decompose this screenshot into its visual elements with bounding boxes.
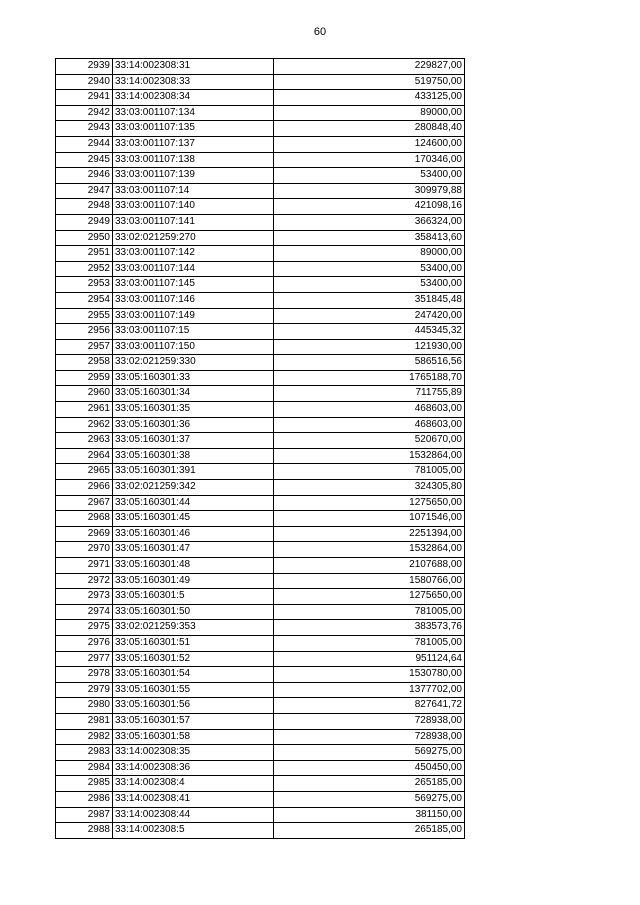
- row-number-cell: 2981: [56, 713, 113, 729]
- cadastral-number-cell: 33:05:160301:54: [113, 667, 274, 683]
- row-number-cell: 2961: [56, 402, 113, 418]
- value-cell: 1275650,00: [274, 495, 465, 511]
- value-cell: 569275,00: [274, 745, 465, 761]
- row-number-cell: 2974: [56, 604, 113, 620]
- cadastral-number-cell: 33:02:021259:342: [113, 480, 274, 496]
- table-row: [56, 542, 465, 558]
- cadastral-number-cell: 33:05:160301:37: [113, 433, 274, 449]
- row-number-cell: 2964: [56, 448, 113, 464]
- cadastral-number-cell: 33:03:001107:146: [113, 292, 274, 308]
- value-cell: 450450,00: [274, 760, 465, 776]
- cadastral-number-cell: 33:05:160301:34: [113, 386, 274, 402]
- cadastral-number-cell: 33:05:160301:48: [113, 558, 274, 574]
- cadastral-number-cell: 33:05:160301:47: [113, 542, 274, 558]
- value-cell: 781005,00: [274, 464, 465, 480]
- table-row: [56, 433, 465, 449]
- table-row: [56, 339, 465, 355]
- cadastral-number-cell: 33:03:001107:14: [113, 183, 274, 199]
- cadastral-number-cell: 33:05:160301:58: [113, 729, 274, 745]
- value-cell: 124600,00: [274, 136, 465, 152]
- row-number-cell: 2978: [56, 667, 113, 683]
- cadastral-number-cell: 33:02:021259:330: [113, 355, 274, 371]
- value-cell: 1071546,00: [274, 511, 465, 527]
- table-row: [56, 480, 465, 496]
- cadastral-number-cell: 33:14:002308:31: [113, 59, 274, 75]
- value-cell: 265185,00: [274, 776, 465, 792]
- table-row: [56, 292, 465, 308]
- row-number-cell: 2967: [56, 495, 113, 511]
- table-row: [56, 464, 465, 480]
- row-number-cell: 2947: [56, 183, 113, 199]
- row-number-cell: 2969: [56, 526, 113, 542]
- row-number-cell: 2943: [56, 121, 113, 137]
- value-cell: 247420,00: [274, 308, 465, 324]
- row-number-cell: 2965: [56, 464, 113, 480]
- page-number: 60: [313, 26, 327, 38]
- row-number-cell: 2966: [56, 480, 113, 496]
- table-row: [56, 152, 465, 168]
- row-number-cell: 2963: [56, 433, 113, 449]
- row-number-cell: 2984: [56, 760, 113, 776]
- row-number-cell: 2975: [56, 620, 113, 636]
- table-row: [56, 105, 465, 121]
- value-cell: 383573,76: [274, 620, 465, 636]
- cadastral-number-cell: 33:14:002308:36: [113, 760, 274, 776]
- row-number-cell: 2949: [56, 214, 113, 230]
- cadastral-number-cell: 33:02:021259:270: [113, 230, 274, 246]
- row-number-cell: 2951: [56, 246, 113, 262]
- table-row: [56, 121, 465, 137]
- row-number-cell: 2982: [56, 729, 113, 745]
- row-number-cell: 2980: [56, 698, 113, 714]
- row-number-cell: 2952: [56, 261, 113, 277]
- table-row: [56, 386, 465, 402]
- row-number-cell: 2941: [56, 90, 113, 106]
- value-cell: 951124,64: [274, 651, 465, 667]
- cadastral-number-cell: 33:05:160301:56: [113, 698, 274, 714]
- row-number-cell: 2950: [56, 230, 113, 246]
- cadastral-number-cell: 33:05:160301:35: [113, 402, 274, 418]
- row-number-cell: 2942: [56, 105, 113, 121]
- value-cell: 309979,88: [274, 183, 465, 199]
- table-row: [56, 776, 465, 792]
- cadastral-number-cell: 33:05:160301:5: [113, 589, 274, 605]
- value-cell: 519750,00: [274, 74, 465, 90]
- value-cell: 1377702,00: [274, 682, 465, 698]
- table-row: [56, 745, 465, 761]
- table-row: [56, 698, 465, 714]
- row-number-cell: 2957: [56, 339, 113, 355]
- value-cell: 728938,00: [274, 713, 465, 729]
- cadastral-number-cell: 33:05:160301:45: [113, 511, 274, 527]
- row-number-cell: 2940: [56, 74, 113, 90]
- value-cell: 358413,60: [274, 230, 465, 246]
- row-number-cell: 2960: [56, 386, 113, 402]
- table-row: [56, 526, 465, 542]
- value-cell: 2107688,00: [274, 558, 465, 574]
- value-cell: 569275,00: [274, 791, 465, 807]
- table-row: [56, 246, 465, 262]
- table-row: [56, 277, 465, 293]
- cadastral-number-cell: 33:03:001107:15: [113, 324, 274, 340]
- cadastral-number-cell: 33:05:160301:51: [113, 635, 274, 651]
- value-cell: 324305,80: [274, 480, 465, 496]
- table-row: [56, 651, 465, 667]
- value-cell: 1532864,00: [274, 542, 465, 558]
- value-cell: 445345,32: [274, 324, 465, 340]
- cadastral-number-cell: 33:05:160301:44: [113, 495, 274, 511]
- cadastral-number-cell: 33:05:160301:38: [113, 448, 274, 464]
- table-row: [56, 604, 465, 620]
- table-row: [56, 417, 465, 433]
- value-cell: 2251394,00: [274, 526, 465, 542]
- value-cell: 1275650,00: [274, 589, 465, 605]
- value-cell: 711755,89: [274, 386, 465, 402]
- row-number-cell: 2954: [56, 292, 113, 308]
- table-row: [56, 495, 465, 511]
- table-row: [56, 760, 465, 776]
- row-number-cell: 2968: [56, 511, 113, 527]
- value-cell: 1532864,00: [274, 448, 465, 464]
- value-cell: 53400,00: [274, 168, 465, 184]
- row-number-cell: 2970: [56, 542, 113, 558]
- table-row: [56, 558, 465, 574]
- row-number-cell: 2983: [56, 745, 113, 761]
- value-cell: 351845,48: [274, 292, 465, 308]
- cadastral-number-cell: 33:05:160301:391: [113, 464, 274, 480]
- cadastral-number-cell: 33:14:002308:33: [113, 74, 274, 90]
- row-number-cell: 2986: [56, 791, 113, 807]
- value-cell: 433125,00: [274, 90, 465, 106]
- table-row: [56, 74, 465, 90]
- table-row: [56, 308, 465, 324]
- cadastral-number-cell: 33:03:001107:149: [113, 308, 274, 324]
- table-row: [56, 59, 465, 75]
- table-row: [56, 370, 465, 386]
- cadastral-number-cell: 33:05:160301:50: [113, 604, 274, 620]
- cadastral-number-cell: 33:03:001107:150: [113, 339, 274, 355]
- value-cell: 1580766,00: [274, 573, 465, 589]
- table-row: [56, 214, 465, 230]
- value-cell: 265185,00: [274, 823, 465, 839]
- value-cell: 229827,00: [274, 59, 465, 75]
- table-row: [56, 168, 465, 184]
- table-row: [56, 573, 465, 589]
- value-cell: 53400,00: [274, 277, 465, 293]
- table-row: [56, 589, 465, 605]
- table-row: [56, 90, 465, 106]
- value-cell: 586516,56: [274, 355, 465, 371]
- table-row: [56, 713, 465, 729]
- value-cell: 1765188,70: [274, 370, 465, 386]
- value-cell: 827641,72: [274, 698, 465, 714]
- value-cell: 728938,00: [274, 729, 465, 745]
- row-number-cell: 2988: [56, 823, 113, 839]
- table-row: [56, 183, 465, 199]
- table-row: [56, 729, 465, 745]
- cadastral-number-cell: 33:05:160301:36: [113, 417, 274, 433]
- row-number-cell: 2958: [56, 355, 113, 371]
- cadastral-number-cell: 33:14:002308:44: [113, 807, 274, 823]
- value-cell: 781005,00: [274, 604, 465, 620]
- cadastral-number-cell: 33:03:001107:140: [113, 199, 274, 215]
- cadastral-number-cell: 33:02:021259:353: [113, 620, 274, 636]
- row-number-cell: 2953: [56, 277, 113, 293]
- value-cell: 89000,00: [274, 105, 465, 121]
- row-number-cell: 2985: [56, 776, 113, 792]
- row-number-cell: 2948: [56, 199, 113, 215]
- cadastral-number-cell: 33:14:002308:5: [113, 823, 274, 839]
- row-number-cell: 2977: [56, 651, 113, 667]
- table-row: [56, 682, 465, 698]
- table-row: [56, 823, 465, 839]
- cadastral-number-cell: 33:14:002308:35: [113, 745, 274, 761]
- value-cell: 89000,00: [274, 246, 465, 262]
- table-row: [56, 324, 465, 340]
- table-body: [56, 59, 465, 839]
- cadastral-number-cell: 33:14:002308:41: [113, 791, 274, 807]
- cadastral-number-cell: 33:03:001107:135: [113, 121, 274, 137]
- row-number-cell: 2939: [56, 59, 113, 75]
- value-cell: 468603,00: [274, 417, 465, 433]
- cadastral-value-table: [55, 58, 465, 839]
- value-cell: 121930,00: [274, 339, 465, 355]
- table-row: [56, 261, 465, 277]
- cadastral-number-cell: 33:03:001107:139: [113, 168, 274, 184]
- row-number-cell: 2956: [56, 324, 113, 340]
- cadastral-number-cell: 33:05:160301:33: [113, 370, 274, 386]
- row-number-cell: 2987: [56, 807, 113, 823]
- value-cell: 280848,40: [274, 121, 465, 137]
- value-cell: 1530780,00: [274, 667, 465, 683]
- table-row: [56, 807, 465, 823]
- row-number-cell: 2946: [56, 168, 113, 184]
- cadastral-number-cell: 33:03:001107:144: [113, 261, 274, 277]
- cadastral-number-cell: 33:14:002308:34: [113, 90, 274, 106]
- table-row: [56, 448, 465, 464]
- cadastral-number-cell: 33:05:160301:55: [113, 682, 274, 698]
- row-number-cell: 2955: [56, 308, 113, 324]
- cadastral-number-cell: 33:14:002308:4: [113, 776, 274, 792]
- value-cell: 53400,00: [274, 261, 465, 277]
- row-number-cell: 2962: [56, 417, 113, 433]
- value-cell: 520670,00: [274, 433, 465, 449]
- table-row: [56, 136, 465, 152]
- table-row: [56, 402, 465, 418]
- cadastral-number-cell: 33:03:001107:137: [113, 136, 274, 152]
- table-row: [56, 230, 465, 246]
- cadastral-number-cell: 33:03:001107:142: [113, 246, 274, 262]
- row-number-cell: 2973: [56, 589, 113, 605]
- cadastral-number-cell: 33:03:001107:134: [113, 105, 274, 121]
- row-number-cell: 2944: [56, 136, 113, 152]
- value-cell: 468603,00: [274, 402, 465, 418]
- table-row: [56, 791, 465, 807]
- row-number-cell: 2976: [56, 635, 113, 651]
- cadastral-number-cell: 33:03:001107:141: [113, 214, 274, 230]
- cadastral-number-cell: 33:05:160301:52: [113, 651, 274, 667]
- cadastral-number-cell: 33:05:160301:46: [113, 526, 274, 542]
- value-cell: 366324,00: [274, 214, 465, 230]
- table-row: [56, 635, 465, 651]
- cadastral-number-cell: 33:05:160301:57: [113, 713, 274, 729]
- row-number-cell: 2959: [56, 370, 113, 386]
- cadastral-number-cell: 33:05:160301:49: [113, 573, 274, 589]
- cadastral-number-cell: 33:03:001107:145: [113, 277, 274, 293]
- table-row: [56, 355, 465, 371]
- row-number-cell: 2945: [56, 152, 113, 168]
- value-cell: 421098,16: [274, 199, 465, 215]
- table-row: [56, 667, 465, 683]
- row-number-cell: 2979: [56, 682, 113, 698]
- row-number-cell: 2972: [56, 573, 113, 589]
- value-cell: 781005,00: [274, 635, 465, 651]
- table-row: [56, 511, 465, 527]
- table-row: [56, 620, 465, 636]
- cadastral-number-cell: 33:03:001107:138: [113, 152, 274, 168]
- value-cell: 170346,00: [274, 152, 465, 168]
- value-cell: 381150,00: [274, 807, 465, 823]
- table-row: [56, 199, 465, 215]
- row-number-cell: 2971: [56, 558, 113, 574]
